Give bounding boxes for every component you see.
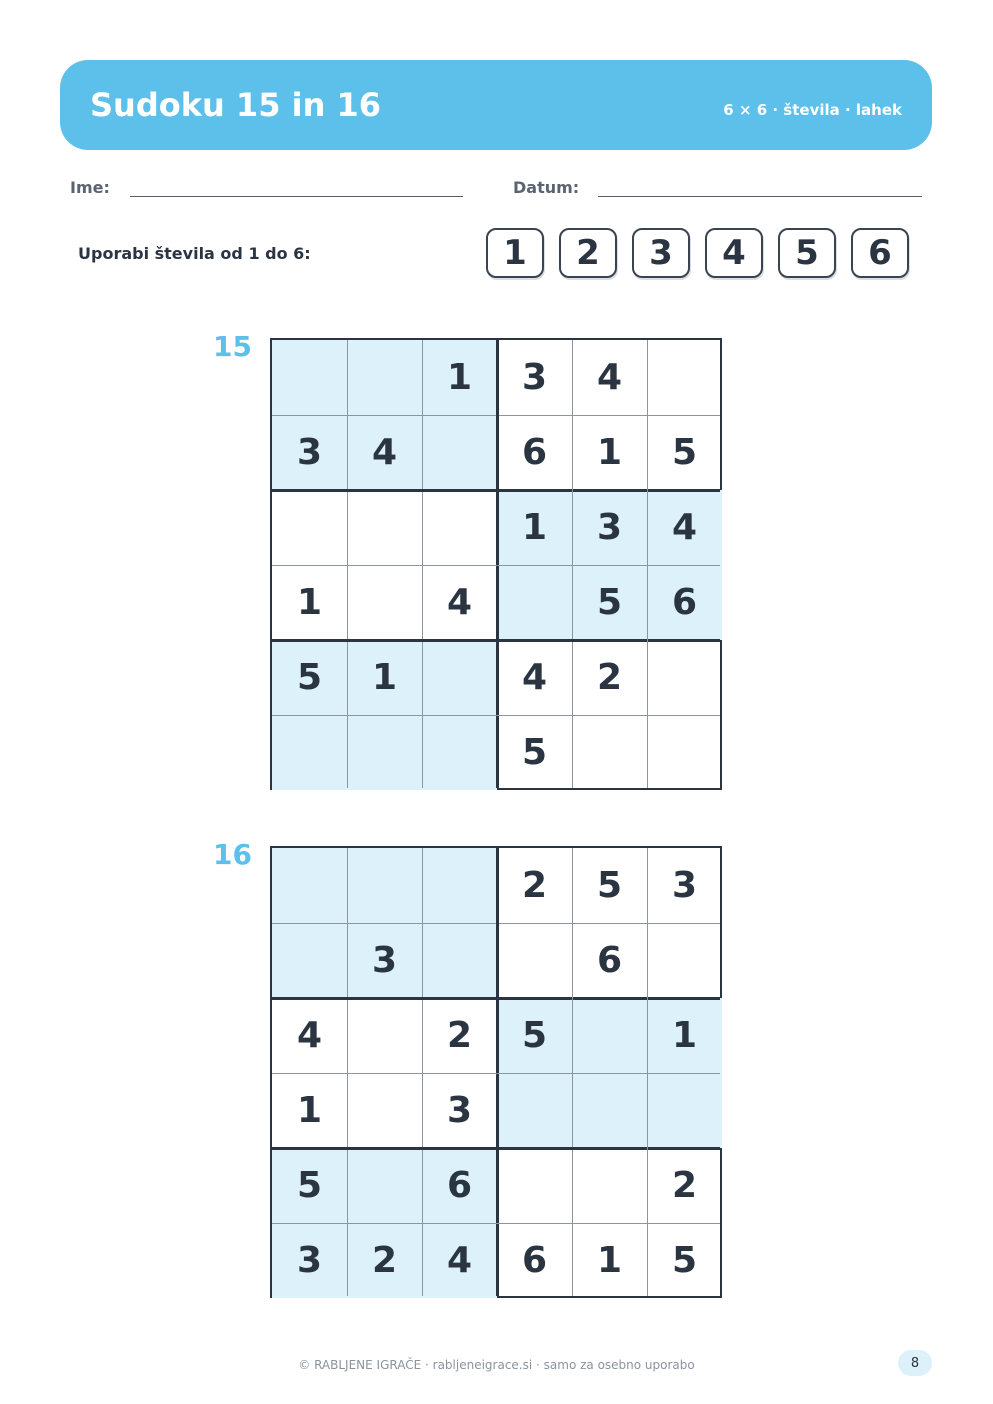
sudoku-cell[interactable] <box>422 923 497 998</box>
grid-line <box>272 1223 720 1224</box>
sudoku-cell[interactable] <box>497 923 572 998</box>
sudoku-cell[interactable] <box>647 640 722 715</box>
date-label: Datum: <box>513 178 580 197</box>
number-box: 1 <box>486 228 544 278</box>
sudoku-cell[interactable]: 4 <box>521 657 548 698</box>
sudoku-cell[interactable]: 6 <box>422 1148 497 1223</box>
sudoku-cell[interactable] <box>422 490 497 565</box>
sudoku-cell[interactable] <box>647 1073 722 1148</box>
grid-line <box>272 565 720 566</box>
sudoku-cell[interactable] <box>272 848 347 923</box>
sudoku-cell[interactable] <box>347 565 422 640</box>
footer-text: © RABLJENE IGRAČE · rabljeneigrace.si · samo za osebno uporabo <box>298 1358 695 1372</box>
sudoku-cell[interactable]: 3 <box>446 1090 473 1131</box>
grid-line <box>647 340 648 788</box>
sudoku-cell[interactable]: 2 <box>446 1015 473 1056</box>
sudoku-cell[interactable]: 2 <box>521 865 548 906</box>
grid-line <box>272 639 720 642</box>
sudoku-cell[interactable] <box>572 998 647 1073</box>
sudoku-cell[interactable] <box>572 1073 647 1148</box>
sudoku-cell[interactable] <box>497 1148 572 1223</box>
page-number: 8 <box>898 1350 932 1376</box>
sudoku-cell[interactable]: 5 <box>272 1148 347 1223</box>
page-subtitle: 6 × 6 · števila · lahek <box>723 101 902 119</box>
number-box: 2 <box>559 228 617 278</box>
sudoku-cell[interactable]: 5 <box>521 732 548 773</box>
number-box: 3 <box>632 228 690 278</box>
sudoku-cell[interactable]: 4 <box>446 582 473 623</box>
sudoku-cell[interactable] <box>422 848 497 923</box>
sudoku-cell[interactable] <box>497 1073 572 1148</box>
sudoku-cell[interactable] <box>347 340 422 415</box>
sudoku-cell[interactable] <box>272 923 347 998</box>
grid-line <box>496 340 499 788</box>
sudoku-cell[interactable]: 3 <box>347 923 422 998</box>
sudoku-cell[interactable]: 6 <box>647 565 722 640</box>
sudoku-cell[interactable]: 3 <box>671 865 698 906</box>
sudoku-cell[interactable] <box>347 490 422 565</box>
puzzle-label: 15 <box>213 330 252 363</box>
sudoku-cell[interactable] <box>272 715 347 790</box>
sudoku-cell[interactable]: 6 <box>596 940 623 981</box>
sudoku-cell[interactable]: 4 <box>422 1223 497 1298</box>
sudoku-cell[interactable] <box>572 715 647 790</box>
sudoku-cell[interactable] <box>422 715 497 790</box>
sudoku-cell[interactable]: 3 <box>272 1223 347 1298</box>
sudoku-cell[interactable]: 1 <box>296 582 323 623</box>
sudoku-cell[interactable]: 3 <box>521 357 548 398</box>
sudoku-cell[interactable]: 1 <box>296 1090 323 1131</box>
sudoku-cell[interactable]: 4 <box>596 357 623 398</box>
sudoku-cell[interactable] <box>347 1148 422 1223</box>
grid-line <box>422 848 423 1296</box>
page-title: Sudoku 15 in 16 <box>90 86 382 124</box>
grid-line <box>496 848 499 1296</box>
number-box: 4 <box>705 228 763 278</box>
sudoku-cell[interactable] <box>422 415 497 490</box>
sudoku-cell[interactable] <box>497 565 572 640</box>
sudoku-cell[interactable]: 4 <box>296 1015 323 1056</box>
sudoku-cell[interactable]: 6 <box>521 432 548 473</box>
grid-line <box>647 848 648 1296</box>
sudoku-cell[interactable] <box>272 490 347 565</box>
sudoku-cell[interactable] <box>422 640 497 715</box>
sudoku-cell[interactable]: 5 <box>671 432 698 473</box>
sudoku-cell[interactable] <box>272 340 347 415</box>
sudoku-cell[interactable] <box>347 715 422 790</box>
name-line[interactable] <box>130 196 463 197</box>
sudoku-cell[interactable]: 4 <box>647 490 722 565</box>
header-banner <box>60 60 932 150</box>
sudoku-cell[interactable]: 4 <box>347 415 422 490</box>
sudoku-cell[interactable]: 5 <box>272 640 347 715</box>
instruction-text: Uporabi števila od 1 do 6: <box>78 244 311 263</box>
grid-line <box>272 1073 720 1074</box>
sudoku-cell[interactable] <box>572 1148 647 1223</box>
sudoku-grid <box>270 846 722 1298</box>
grid-line <box>347 848 348 1296</box>
sudoku-cell[interactable]: 1 <box>497 490 572 565</box>
sudoku-cell[interactable]: 1 <box>347 640 422 715</box>
sudoku-grid <box>270 338 722 790</box>
sudoku-cell[interactable]: 2 <box>671 1165 698 1206</box>
sudoku-cell[interactable] <box>647 923 722 998</box>
number-box: 5 <box>778 228 836 278</box>
number-box: 6 <box>851 228 909 278</box>
grid-line <box>572 848 573 1296</box>
grid-line <box>572 340 573 788</box>
sudoku-cell[interactable]: 5 <box>596 865 623 906</box>
sudoku-cell[interactable]: 3 <box>572 490 647 565</box>
sudoku-cell[interactable]: 1 <box>596 432 623 473</box>
grid-line <box>272 1147 720 1150</box>
sudoku-cell[interactable]: 6 <box>521 1240 548 1281</box>
sudoku-cell[interactable]: 2 <box>347 1223 422 1298</box>
sudoku-cell[interactable]: 1 <box>647 998 722 1073</box>
grid-line <box>422 340 423 788</box>
sudoku-cell[interactable] <box>347 998 422 1073</box>
grid-line <box>272 715 720 716</box>
sudoku-cell[interactable] <box>347 1073 422 1148</box>
sudoku-cell[interactable]: 5 <box>497 998 572 1073</box>
sudoku-cell[interactable] <box>647 715 722 790</box>
sudoku-cell[interactable] <box>347 848 422 923</box>
sudoku-cell[interactable] <box>647 340 722 415</box>
grid-line <box>347 340 348 788</box>
sudoku-cell[interactable]: 5 <box>671 1240 698 1281</box>
sudoku-cell[interactable]: 1 <box>422 340 497 415</box>
sudoku-cell[interactable]: 3 <box>272 415 347 490</box>
date-line[interactable] <box>598 196 922 197</box>
puzzle-label: 16 <box>213 838 252 871</box>
name-label: Ime: <box>70 178 110 197</box>
sudoku-cell[interactable]: 2 <box>596 657 623 698</box>
sudoku-cell[interactable]: 5 <box>572 565 647 640</box>
sudoku-cell[interactable]: 1 <box>596 1240 623 1281</box>
